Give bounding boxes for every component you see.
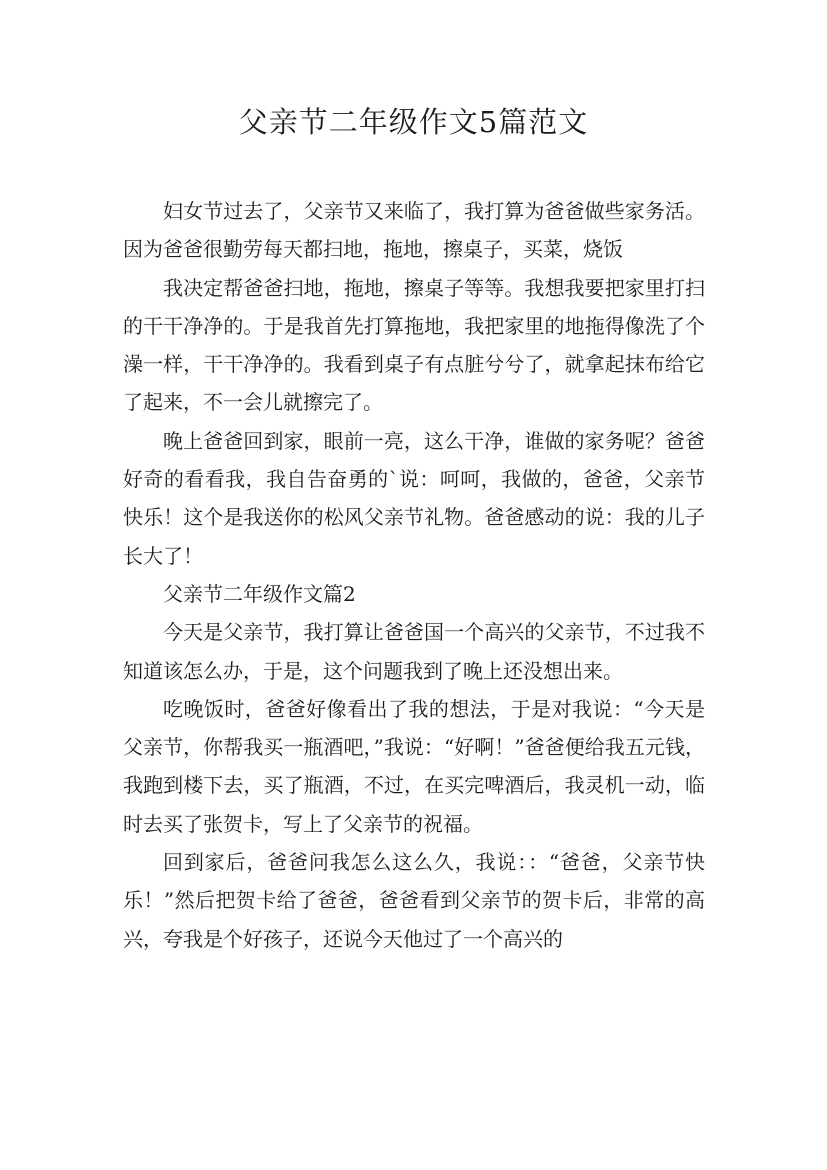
paragraph: 回到家后，爸爸问我怎么这么久，我说：：“爸爸，父亲节快乐！”然后把贺卡给了爸爸，爸爸看到父亲节的贺卡后，非常的高兴，夸我是个好孩子，还说今天他过了一个高兴的 — [123, 850, 705, 951]
document-title: 父亲节二年级作文5篇范文 — [238, 105, 589, 139]
section-heading: 父亲节二年级作文篇2 — [163, 581, 356, 606]
paragraph: 妇女节过去了，父亲节又来临了，我打算为爸爸做些家务活。因为爸爸很勤劳每天都扫地，拖地，擦桌子，买菜，烧饭 — [123, 199, 705, 262]
document-body — [123, 192, 705, 958]
paragraph: 我决定帮爸爸扫地，拖地，擦桌子等等。我想我要把家里打扫的干干净净的。于是我首先打算拖地，我把家里的地拖得像洗了个澡一样，干干净净的。我看到桌子有点脏兮兮了，就拿起抹布给它了起来，不一会儿就擦完了。 — [123, 275, 705, 415]
paragraph: 今天是父亲节，我打算让爸爸国一个高兴的父亲节，不过我不知道该怎么办，于是，这个问题我到了晚上还没想出来。 — [123, 620, 705, 683]
paragraph: 吃晚饭时，爸爸好像看出了我的想法，于是对我说：“今天是父亲节，你帮我买一瓶酒吧，”我说：“好啊！”爸爸便给我五元钱，我跑到楼下去，买了瓶酒，不过，在买完啤酒后，我灵机一动，临时去买了张贺卡，写上了父亲节的祝福。 — [123, 696, 705, 836]
paragraph: 晚上爸爸回到家，眼前一亮，这么干净，谁做的家务呢？爸爸好奇的看看我，我自告奋勇的`说：呵呵，我做的，爸爸，父亲节快乐！这个是我送你的松风父亲节礼物。爸爸感动的说：我的儿子长大了！ — [123, 428, 705, 568]
